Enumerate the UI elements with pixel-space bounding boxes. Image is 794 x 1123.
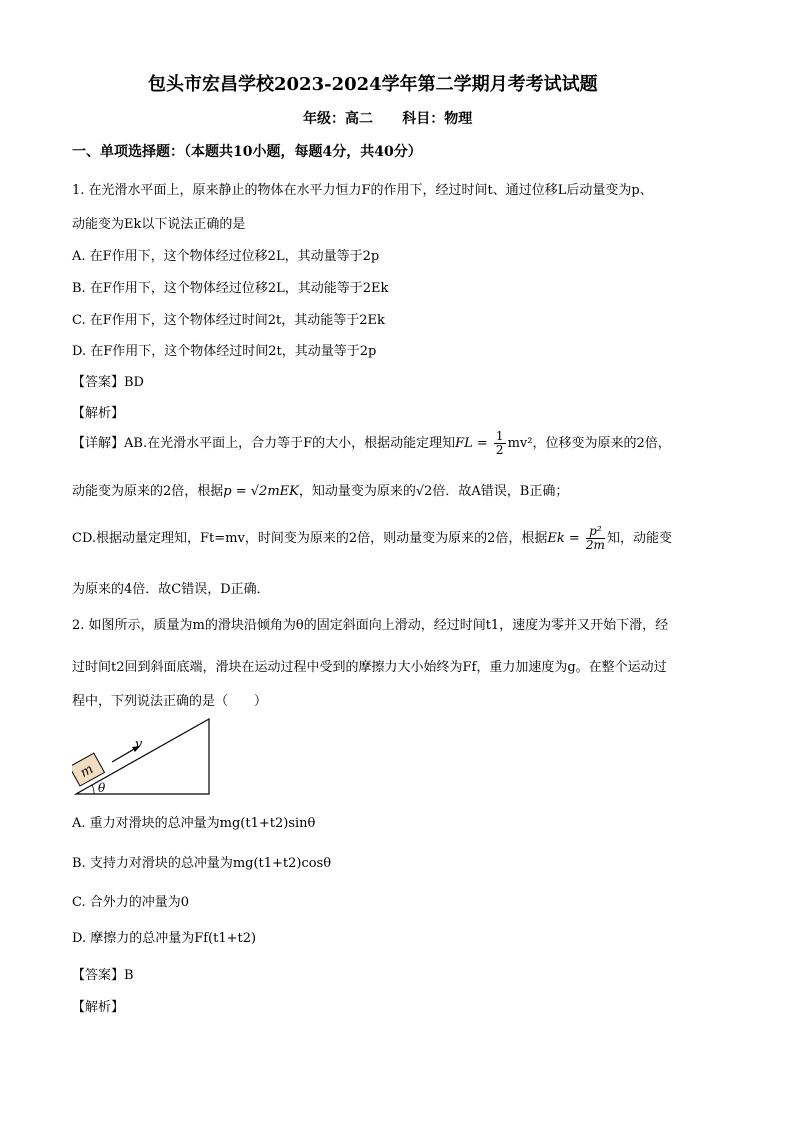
grade-subject: 年级：高二 科目：物理: [303, 111, 473, 127]
velocity-label: v: [135, 737, 143, 752]
q1-detail2-sqrt: √2: [415, 484, 433, 499]
q1-detail2-text-c: 倍．故A错误，B正确；: [432, 484, 569, 499]
q1-detail2-text: 动能变为原来的2倍，根据: [72, 484, 224, 499]
velocity-arrow: [112, 748, 136, 762]
q2-stem-line3: 程中，下列说法正确的是（ ）: [72, 694, 268, 709]
q1-detail3-text-b: 知，动能变: [606, 531, 672, 546]
frac-num: 1: [495, 429, 504, 443]
q1-detail-line4: 为原来的4倍．故C错误，D正确．: [72, 582, 270, 597]
q1-detail2-formula: p = √2mEK: [223, 484, 299, 499]
q1-analysis-label: 【解析】: [72, 406, 125, 421]
q1-option-a: A. 在F作用下，这个物体经过位移2L，其动量等于2p: [72, 249, 380, 264]
angle-label: θ: [98, 781, 106, 795]
q1-option-d: D. 在F作用下，这个物体经过时间2t，其动量等于2p: [72, 344, 377, 359]
q1-detail3-text: CD.根据动量定理知，Ft=mv，时间变为原来的2倍，则动量变为原来的2倍，根据: [72, 531, 548, 546]
q1-detail3-formula: Ek =: [547, 531, 584, 546]
q1-stem-line2: 动能变为Ek以下说法正确的是: [72, 217, 246, 232]
q2-option-c: C. 合外力的冲量为0: [72, 895, 190, 910]
q2-stem-line2: 过时间t2回到斜面底端，滑块在运动过程中受到的摩擦力大小始终为Ff，重力加速度为g。在整个运动过: [72, 660, 667, 675]
q1-option-b: B. 在F作用下，这个物体经过位移2L，其动能等于2Ek: [72, 281, 389, 296]
q2-option-b: B. 支持力对滑块的总冲量为mg(t1+t2)cosθ: [72, 856, 332, 871]
q2-option-d: D. 摩擦力的总冲量为Ff(t1+t2): [72, 931, 257, 946]
angle-arc: [92, 785, 94, 794]
q1-detail-line2: [72, 480, 568, 499]
q1-option-c: C. 在F作用下，这个物体经过时间2t，其动能等于2Ek: [72, 313, 385, 328]
section-heading: 一、单项选择题：（本题共10小题，每题4分，共40分）: [72, 144, 422, 160]
q1-detail1-tail: mv²，位移变为原来的2倍，: [507, 436, 671, 451]
q1-answer: 【答案】BD: [72, 375, 144, 390]
q1-detail-line3: [72, 525, 672, 552]
page-title: 包头市宏昌学校2023-2024学年第二学期月考考试试题: [148, 74, 598, 95]
q1-stem-line1: 1. 在光滑水平面上，原来静止的物体在水平力恒力F的作用下，经过时间t、通过位移L后动量变为p、: [72, 183, 653, 198]
q1-fraction-ek: [586, 525, 605, 552]
q2-answer: 【答案】B: [72, 968, 134, 983]
q1-detail2-text-b: ，知动量变为原来的: [298, 484, 416, 499]
q1-detail-line1: [72, 430, 671, 457]
frac-den: 2m: [585, 538, 605, 552]
q2-analysis-label: 【解析】: [72, 1000, 125, 1015]
incline-diagram: [72, 715, 212, 797]
q1-detail1-formula: FL =: [455, 436, 492, 451]
frac-den: 2: [495, 443, 504, 457]
frac-num: p²: [586, 525, 605, 539]
q2-stem-line1: 2. 如图所示，质量为m的滑块沿倾角为θ的固定斜面向上滑动，经过时间t1，速度为零并又开始下滑，经: [72, 618, 669, 633]
q1-detail1-text: 【详解】AB.在光滑水平面上，合力等于F的大小，根据动能定理知: [72, 436, 456, 451]
q1-fraction-half: [494, 430, 506, 457]
block-label: m: [77, 761, 96, 781]
q2-option-a: A. 重力对滑块的总冲量为mg(t1+t2)sinθ: [72, 816, 316, 831]
